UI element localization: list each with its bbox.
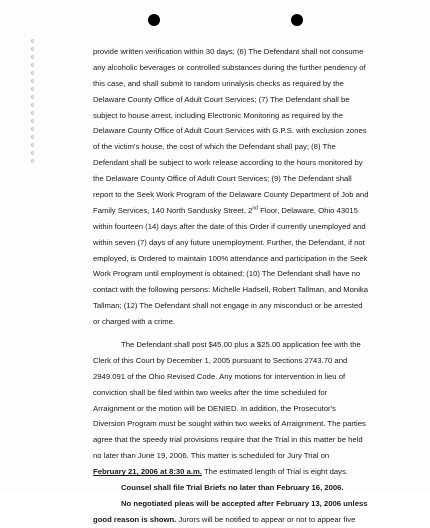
ordinal-suffix: nd bbox=[252, 205, 258, 212]
text-line: Delaware County Office of Adult Court Services with G.P.S. with exclusion zones bbox=[93, 126, 367, 136]
text-line: no later than June 19, 2006. This matter is scheduled for Jury Trial on bbox=[93, 451, 330, 461]
punch-hole-right bbox=[291, 14, 303, 26]
text-line: conviction shall be filed within two weeks after the time scheduled for bbox=[93, 387, 328, 397]
trial-length-text: The estimated length of Trial is eight days. bbox=[201, 467, 348, 477]
text-line: of the victim's house, the cost of which the Defendant shall pay; (8) The bbox=[93, 142, 336, 152]
text-line-final bbox=[93, 512, 403, 528]
punch-hole-left bbox=[148, 14, 160, 26]
text-line: report to the Seek Work Program of the Delaware County Department of Job and bbox=[93, 190, 369, 200]
good-reason-text: good reason is shown. bbox=[93, 514, 177, 524]
text-line: The Defendant shall post $45.00 plus a $25.00 application fee with the bbox=[121, 340, 361, 350]
text-line: this case, and shall submit to random urinalysis checks as required by the bbox=[93, 78, 344, 88]
text-line: Tallman; (12) The Defendant shall not engage in any misconduct or be arrested bbox=[93, 301, 363, 311]
briefs-deadline: Counsel shall file Trial Briefs no later than February 16, 2006. bbox=[121, 483, 344, 493]
text-line: Clerk of this Court by December 1, 2005 pursuant to Sections 2743.70 and bbox=[93, 355, 348, 365]
text-line: subject to house arrest, including Electronic Monitoring as required by the bbox=[93, 110, 343, 120]
order-text bbox=[93, 44, 403, 528]
text-line: or charged with a crime. bbox=[93, 317, 176, 327]
address-text: Family Services, 140 North Sandusky Street, 2 bbox=[93, 205, 253, 215]
text-line: the Delaware County Office of Adult Court Services; (9) The Defendant shall bbox=[93, 174, 352, 184]
text-line: contact with the following persons: Michelle Hadsell, Robert Tallman, and Monika bbox=[93, 285, 369, 295]
text-line: Defendant shall be subject to work release according to the hours monitored by bbox=[93, 158, 363, 168]
text-line: within fourteen (14) days after the date of this Order if currently unemployed and bbox=[93, 221, 366, 231]
margin-fax-marks: 0 0 0 0 0 0 0 0 0 0 0 0 0 0 0 0 bbox=[31, 39, 35, 165]
text-line: agree that the speedy trial provisions require that the Trial in this matter be held bbox=[93, 435, 363, 445]
trial-date: February 21, 2006 at 8:30 a.m. bbox=[93, 467, 202, 477]
text-line: any alcoholic beverages or controlled substances during the further pendency of bbox=[93, 62, 366, 72]
jurors-text: Jurors will be notified to appear or not to appear five bbox=[176, 514, 356, 524]
text-line-trial-date bbox=[93, 464, 403, 480]
text-line: employed, is Ordered to maintain 100% attendance and participation in the Seek bbox=[93, 253, 368, 263]
text-line: Arraignment or the motion will be DENIED. In addition, the Prosecutor's bbox=[93, 403, 336, 413]
text-line: provide written verification within 30 days; (6) The Defendant shall not consume bbox=[93, 47, 364, 56]
plea-deadline: No negotiated pleas will be accepted after February 13, 2006 unless bbox=[121, 498, 368, 508]
address-text-rest: Floor, Delaware, Ohio 43015 bbox=[257, 205, 358, 215]
text-line: Delaware County Office of Adult Court Services; (7) The Defendant shall be bbox=[93, 94, 350, 104]
text-line: Work Program until employment is obtained; (10) The Defendant shall have no bbox=[93, 269, 361, 279]
text-line: 2949.091 of the Ohio Revised Code. Any motions for intervention in lieu of bbox=[93, 371, 346, 381]
text-line: Diversion Program must be sought within two weeks of Arraignment. The parties bbox=[93, 419, 366, 429]
text-line: within seven (7) days of any future unemployment. Further, the Defendant, if not bbox=[93, 237, 365, 247]
text-line-address bbox=[93, 203, 403, 219]
